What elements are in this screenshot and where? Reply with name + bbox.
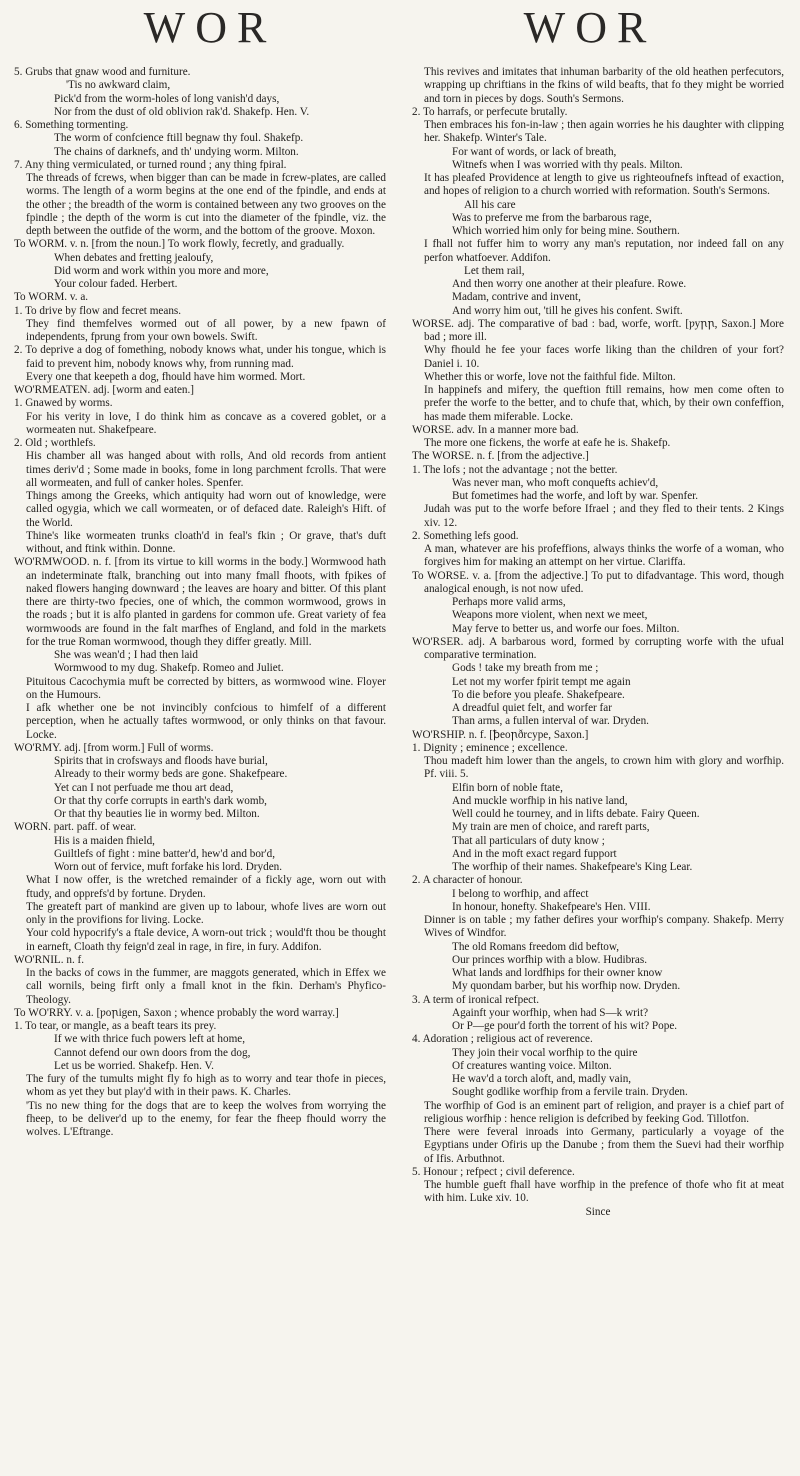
dictionary-entry-line: Since <box>585 1205 611 1218</box>
dictionary-entry-line: 6. Something tormenting. <box>14 119 129 131</box>
dictionary-entry-line: Dinner is on table ; my father defires your worfhip's company. Shakefp. Merry Wives of Windfor. <box>424 914 784 940</box>
dictionary-entry-line: Thou madeft him lower than the angels, to crown him with glory and worfhip. Pf. viii. 5. <box>424 755 784 781</box>
dictionary-entry-line: Let us be worried. Shakefp. Hen. V. <box>54 1059 214 1072</box>
dictionary-entry-line: In honour, honefty. Shakefpeare's Hen. VIII. <box>452 900 651 913</box>
dictionary-entry-line: WO'RMWOOD. n. f. [from its virtue to kill worms in the body.] Wormwood hath an indeterminate ftalk, branching out into many fmall fhoots, with fpikes of naked flowers hanging downward ; the leaves are hoary and bitter. Of this plant there are thirty-two fpecies, one of which, the common wormwood, grows in the roads ; but it is alfo planted in gardens for common ufe. Great variety of fea wormwoods are found in the falt marfhes of England, and fold in the markets for the true Roman wormwood, though they differ greatly. Mill. <box>14 556 386 648</box>
dictionary-entry-line: The humble gueft fhall have worfhip in the prefence of thofe who fit at meat with him. Luke xiv. 10. <box>424 1179 784 1205</box>
dictionary-entry-line: 1. To drive by flow and fecret means. <box>14 304 182 317</box>
dictionary-entry-line: Your colour faded. Herbert. <box>54 278 178 290</box>
dictionary-entry-line: A dreadful quiet felt, and worfer far <box>452 702 612 714</box>
dictionary-entry-line: WO'RSHIP. n. f. [ꝥeoꞃðrcype, Saxon.] <box>412 728 589 741</box>
dictionary-entry-line: His is a maiden fhield, <box>54 834 155 847</box>
dictionary-entry-line: They join their vocal worfhip to the quire <box>452 1046 638 1059</box>
dictionary-entry-line: WORSE. adv. In a manner more bad. <box>412 423 579 436</box>
dictionary-entry-line: Worn out of fervice, muft forfake his lord. Dryden. <box>54 861 283 873</box>
dictionary-entry-line: 3. A term of ironical refpect. <box>412 993 540 1006</box>
dictionary-entry-line: I afk whether one be not invincibly confcious to himfelf of a different perception, when he actually taftes wormwood, or only thinks on that favour. Locke. <box>26 702 386 741</box>
dictionary-entry-line: Your cold hypocrify's a ftale device, A worn-out trick ; would'ft thou be thought in earneft, Cloath thy feign'd zeal in rage, in fire, in fury. Addifon. <box>26 927 386 953</box>
dictionary-entry-line: For his verity in love, I do think him as concave as a covered goblet, or a wormeaten nut. Shakefpeare. <box>26 410 386 436</box>
dictionary-entry-line: I fhall not fuffer him to worry any man's reputation, nor indeed fall on any perfon whatfoever. Addifon. <box>424 238 784 264</box>
dictionary-entry-line: The WORSE. n. f. [from the adjective.] <box>412 450 589 463</box>
dictionary-entry-line: All his care <box>464 198 516 211</box>
dictionary-entry-line: 2. To deprive a dog of fomething, nobody knows what, under his tongue, which is faid to prevent him, nobody knows why, from running mad. <box>14 344 386 370</box>
right-column <box>412 66 784 1466</box>
dictionary-entry-line: The greateft part of mankind are given up to labour, whofe lives are worn out only in the provifions for living. Locke. <box>26 900 386 926</box>
dictionary-entry-line: What I now offer, is the wretched remainder of a fickly age, worn out with ftudy, and opprefs'd by fortune. Dryden. <box>26 874 386 900</box>
page-header-left: WOR <box>143 3 277 52</box>
left-column <box>14 66 386 1466</box>
dictionary-entry-line: The chains of darknefs, and th' undying worm. Milton. <box>54 145 299 158</box>
dictionary-entry-line: Pick'd from the worm-holes of long vanish'd days, <box>54 92 280 105</box>
dictionary-entry-line: Did worm and work within you more and more, <box>54 264 269 277</box>
dictionary-entry-line: In the backs of cows in the fummer, are maggots generated, which in Effex we call wornils, being firft only a fmall knot in the fkin. Derham's Phyfico-Theology. <box>26 967 386 1006</box>
dictionary-entry-line: The more one fickens, the worfe at eafe he is. Shakefp. <box>424 437 671 449</box>
dictionary-entry-line: He wav'd a torch aloft, and, madly vain, <box>452 1073 632 1085</box>
page-header-right: WOR <box>523 3 657 52</box>
dictionary-entry-line: WORSE. adj. The comparative of bad : bad, worfe, worft. [ƿyꞃꞃ, Saxon.] More bad ; more ill. <box>412 317 784 343</box>
dictionary-entry-line: Judah was put to the worfe before Ifrael ; and they fled to their tents. 2 Kings xiv. 12. <box>424 503 784 529</box>
dictionary-entry-line: Or that thy corfe corrupts in earth's dark womb, <box>54 794 267 807</box>
dictionary-entry-line: WO'RMY. adj. [from worm.] Full of worms. <box>14 741 214 754</box>
dictionary-entry-line: 1. To tear, or mangle, as a beaft tears its prey. <box>14 1020 217 1032</box>
dictionary-entry-line: Our princes worfhip with a blow. Hudibras. <box>452 953 648 966</box>
dictionary-entry-line: My train are men of choice, and rareft parts, <box>452 821 650 834</box>
dictionary-entry-line: WO'RSER. adj. A barbarous word, formed by corrupting worfe with the ufual comparative termination. <box>412 635 784 661</box>
dictionary-entry-line: It has pleafed Providence at length to give us righteoufnefs inftead of exaction, and hopes of religion to a church worried with reformation. South's Sermons. <box>424 172 784 198</box>
dictionary-entry-line: For want of words, or lack of breath, <box>452 145 617 158</box>
dictionary-entry-line: To WORM. v. n. [from the noun.] To work flowly, fecretly, and gradually. <box>14 238 345 251</box>
dictionary-entry-line: To WORM. v. a. <box>14 291 89 304</box>
dictionary-entry-line: She was wean'd ; I had then laid <box>54 649 198 661</box>
dictionary-entry-line: Nor from the dust of old oblivion rak'd. Shakefp. Hen. V. <box>54 105 310 118</box>
dictionary-entry-line: Wormwood to my dug. Shakefp. Romeo and Juliet. <box>54 662 284 675</box>
dictionary-entry-line: WO'RNIL. n. f. <box>14 953 85 966</box>
dictionary-entry-line: Witnefs when I was worried with thy peals. Milton. <box>452 158 683 171</box>
dictionary-entry-line: Then embraces his fon-in-law ; then again worries he his daughter with clipping her. Shakefp. Winter's Tale. <box>424 119 784 145</box>
dictionary-entry-line: 5. Grubs that gnaw wood and furniture. <box>14 66 191 78</box>
dictionary-entry-line: Spirits that in crofsways and floods have burial, <box>54 755 268 767</box>
dictionary-entry-line: They find themfelves wormed out of all power, by a new fpawn of independents, fprung from your own bowels. Swift. <box>26 317 386 343</box>
dictionary-entry-line: WO'RMEATEN. adj. [worm and eaten.] <box>14 384 195 396</box>
dictionary-entry-line: Weapons more violent, when next we meet, <box>452 609 648 622</box>
dictionary-entry-line: 2. Something lefs good. <box>412 529 519 542</box>
dictionary-entry-line: And muckle worfhip in his native land, <box>452 794 628 807</box>
dictionary-entry-line: Or P—ge pour'd forth the torrent of his wit? Pope. <box>452 1020 678 1032</box>
dictionary-entry-line: Gods ! take my breath from me ; <box>452 662 599 675</box>
dictionary-entry-line: My quondam barber, but his worfhip now. Dryden. <box>452 980 681 993</box>
dictionary-entry-line: In happinefs and mifery, the queftion ftill remains, how men come often to prefer the worfe to the better, and to chufe that, which, by their own confeffion, has made them miferable. Locke. <box>424 384 784 423</box>
dictionary-entry-line: Every one that keepeth a dog, fhould have him wormed. Mort. <box>26 370 306 383</box>
dictionary-entry-line: Well could he tourney, and in lifts debate. Fairy Queen. <box>452 808 700 820</box>
dictionary-entry-line: The worm of confcience ftill begnaw thy foul. Shakefp. <box>54 132 304 145</box>
dictionary-entry-line: And worry him out, 'till he gives his confent. Swift. <box>452 304 683 317</box>
dictionary-entry-line: Things among the Greeks, which antiquity had worn out of knowledge, were called ogygia, which we call wormeaten, or of defaced date. Raleigh's Hift. of the World. <box>26 490 386 529</box>
dictionary-entry-line: Cannot defend our own doors from the dog, <box>54 1046 251 1059</box>
dictionary-entry-line: His chamber all was hanged about with rolls, And old records from antient times deriv'd ; Some made in books, fome in long parchment fcrolls. That were all wormeaten, and full of canker holes. Spenfer. <box>26 450 386 489</box>
dictionary-entry-line: Whether this or worfe, love not the faithful fide. Milton. <box>424 370 676 383</box>
dictionary-entry-line: To die before you pleafe. Shakefpeare. <box>452 688 625 701</box>
dictionary-entry-line: 2. To harrafs, or perfecute brutally. <box>412 105 568 118</box>
dictionary-entry-line: Pituitous Cacochymia muft be corrected by bitters, as wormwood wine. Floyer on the Humours. <box>26 675 386 701</box>
dictionary-entry-line: 2. A character of honour. <box>412 874 523 887</box>
dictionary-entry-line: And then worry one another at their pleafure. Rowe. <box>452 278 687 290</box>
dictionary-entry-line: Perhaps more valid arms, <box>452 596 566 608</box>
dictionary-entry-line: To WO'RRY. v. a. [ƿoꞃigen, Saxon ; whence probably the word warray.] <box>14 1006 339 1019</box>
dictionary-entry-line: That all particulars of duty know ; <box>452 834 605 847</box>
dictionary-entry-line: But fometimes had the worfe, and loft by war. Spenfer. <box>452 490 699 502</box>
dictionary-entry-line: 1. The lofs ; not the advantage ; not the better. <box>412 463 618 476</box>
dictionary-entry-line: Of creatures wanting voice. Milton. <box>452 1059 612 1072</box>
dictionary-entry-line: Already to their wormy beds are gone. Shakefpeare. <box>54 768 288 781</box>
dictionary-entry-line: May ferve to better us, and worfe our foes. Milton. <box>452 622 680 635</box>
dictionary-entry-line: 'Tis no new thing for the dogs that are to keep the wolves from worrying the fheep, to be deliver'd up to the enemy, for fear the fheep fhould worry the wolves. L'Eftrange. <box>26 1099 386 1138</box>
dictionary-entry-line: 'Tis no awkward claim, <box>66 79 171 92</box>
dictionary-entry-line: The worfhip of their names. Shakefpeare's King Lear. <box>452 861 693 873</box>
dictionary-entry-line: Againft your worfhip, when had S—k writ? <box>452 1006 649 1019</box>
dictionary-entry-line: Or that thy beauties lie in wormy bed. Milton. <box>54 808 260 820</box>
dictionary-entry-line: When debates and fretting jealoufy, <box>54 251 214 264</box>
dictionary-entry-line: The old Romans freedom did beftow, <box>452 940 620 953</box>
dictionary-entry-line: Elfin born of noble ftate, <box>452 781 563 794</box>
dictionary-entry-line: What lands and lordfhips for their owner know <box>452 967 663 979</box>
dictionary-entry-line: Sought godlike worfhip from a fervile train. Dryden. <box>452 1086 688 1099</box>
dictionary-entry-line: A man, whatever are his profeffions, always thinks the worfe of a woman, who forgives him for making an attempt on her virtue. Clariffa. <box>424 543 784 569</box>
dictionary-entry-line: Let not my worfer fpirit tempt me again <box>452 675 631 688</box>
dictionary-entry-line: 2. Old ; worthlefs. <box>14 437 96 449</box>
dictionary-entry-line: WORN. part. paff. of wear. <box>14 821 137 834</box>
dictionary-entry-line: Guiltlefs of fight : mine batter'd, hew'd and bor'd, <box>54 847 276 860</box>
dictionary-entry-line: 4. Adoration ; religious act of reverence. <box>412 1033 593 1046</box>
dictionary-entry-line: 1. Gnawed by worms. <box>14 397 113 410</box>
dictionary-entry-line: This revives and imitates that inhuman barbarity of the old heathen perfecutors, wrapping up chriftians in the fkins of wild beafts, that fo they might be worried and torn in pieces by dogs. South's Sermons. <box>424 66 784 105</box>
dictionary-entry-line: Let them rail, <box>464 264 525 277</box>
dictionary-entry-line: The worfhip of God is an eminent part of religion, and prayer is a chief part of religious worfhip : hence religion is defcribed by feeking God. Tillotfon. <box>424 1099 784 1125</box>
dictionary-entry-line: 5. Honour ; refpect ; civil deference. <box>412 1165 575 1178</box>
dictionary-entry-line: There were feveral inroads into Germany, particularly a voyage of the Egyptians under Ofiris up the Danube ; from them the Suevi had their worfhip of Ifis. Arbuthnot. <box>424 1126 784 1165</box>
dictionary-entry-line: The fury of the tumults might fly fo high as to worry and tear thofe in pieces, whom as yet they but play'd with in their paws. K. Charles. <box>26 1073 386 1099</box>
dictionary-entry-line: Why fhould he fee your faces worfe liking than the children of your fort? Daniel i. 10. <box>424 344 784 370</box>
dictionary-entry-line: And in the moft exact regard fupport <box>452 847 617 860</box>
dictionary-entry-line: Was to preferve me from the barbarous rage, <box>452 211 652 224</box>
dictionary-entry-line: Yet can I not perfuade me thou art dead, <box>54 781 234 794</box>
dictionary-entry-line: Was never man, who moft conquefts achiev'd, <box>452 476 659 489</box>
dictionary-entry-line: 7. Any thing vermiculated, or turned round ; any thing fpiral. <box>14 158 287 171</box>
dictionary-entry-line: Madam, contrive and invent, <box>452 291 581 304</box>
dictionary-entry-line: If we with thrice fuch powers left at home, <box>54 1033 246 1046</box>
dictionary-entry-line: 1. Dignity ; eminence ; excellence. <box>412 741 568 754</box>
dictionary-entry-line: The threads of fcrews, when bigger than can be made in fcrew-plates, are called worms. The length of a worm begins at the one end of the fpindle, and ends at the other ; the breadth of the worm is contained between any two grooves on the fpindle ; the depth of the worm is cut into the diameter of the fpindle, viz. the depth between the outfide of the worm, and the bottom of the groove. Moxon. <box>26 172 386 237</box>
dictionary-entry-line: Which worried him only for being mine. Southern. <box>452 225 680 237</box>
dictionary-entry-line: Than arms, a fullen interval of war. Dryden. <box>452 715 649 728</box>
dictionary-entry-line: I belong to worfhip, and affect <box>452 887 589 900</box>
dictionary-entry-line: Thine's like wormeaten trunks cloath'd in feal's fkin ; Or grave, that's duft without, and ftink within. Donne. <box>26 529 386 555</box>
dictionary-entry-line: To WORSE. v. a. [from the adjective.] To put to difadvantage. This word, though analogical enough, is not now ufed. <box>412 569 784 595</box>
